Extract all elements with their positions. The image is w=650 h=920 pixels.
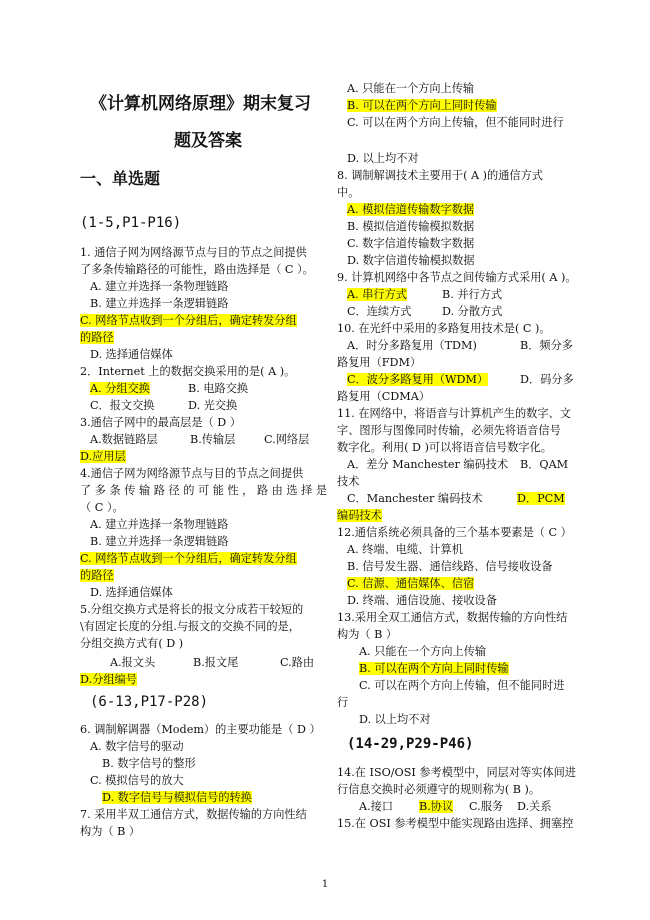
highlighted-answer: 的路径 bbox=[80, 569, 114, 582]
text-line: C. 可以在两个方向上传输，但不能同时进行 bbox=[347, 116, 564, 129]
text-line bbox=[517, 490, 565, 507]
text-line bbox=[80, 329, 114, 346]
highlighted-answer: D．PCM bbox=[517, 492, 565, 505]
text-line: 4.通信子网为网络源节点与目的节点之间提供 bbox=[80, 467, 304, 480]
text-line: 技术 bbox=[337, 475, 360, 488]
text-line bbox=[102, 789, 252, 806]
text-line: C.网络层 bbox=[264, 433, 310, 446]
text-line: B．频分多 bbox=[520, 339, 573, 352]
text-line: A.报文头 bbox=[110, 656, 156, 669]
text-line: 行信息交换时必须遵守的规则称为( B )。 bbox=[337, 783, 541, 796]
text-line: B. 信号发生器、通信线路、信号接收设备 bbox=[347, 560, 553, 573]
text-line bbox=[347, 97, 497, 114]
text-line: A. 只能在一个方向上传输 bbox=[347, 82, 475, 95]
text-line: B．QAM bbox=[520, 458, 569, 471]
highlighted-answer: D.分组编号 bbox=[80, 673, 137, 686]
text-line: A. 终端、电缆、计算机 bbox=[347, 543, 463, 556]
text-line: 10. 在光纤中采用的多路复用技术是( C )。 bbox=[337, 322, 551, 335]
text-line bbox=[347, 371, 488, 388]
text-line: 15.在 OSI 参考模型中能实现路由选择、拥塞控 bbox=[337, 817, 574, 830]
text-line: D．码分多 bbox=[520, 373, 574, 386]
text-line: 行 bbox=[337, 696, 349, 709]
text-line: 12.通信系统必须具备的三个基本要素是（ C ） bbox=[337, 526, 572, 539]
text-line: D. 以上均不对 bbox=[359, 713, 431, 726]
text-line: C．连续方式 bbox=[347, 305, 412, 318]
text-line: 2．Internet 上的数据交换采用的是( A )。 bbox=[80, 365, 296, 378]
highlighted-answer: D.应用层 bbox=[80, 450, 126, 463]
text-line: 1. 通信子网为网络源节点与目的节点之间提供 bbox=[80, 246, 307, 259]
highlighted-answer: D. 数字信号与模拟信号的转换 bbox=[102, 791, 252, 804]
text-line: C.路由 bbox=[280, 656, 315, 669]
highlighted-answer: A. 串行方式 bbox=[347, 288, 407, 301]
text-line: （ C ）。 bbox=[80, 501, 124, 514]
text-line bbox=[347, 575, 474, 592]
text-line bbox=[337, 507, 382, 524]
text-line: B. 建立并选择一条逻辑链路 bbox=[90, 535, 229, 548]
text-line: B.报文尾 bbox=[193, 656, 239, 669]
text-line: B. 数字信号的整形 bbox=[102, 757, 196, 770]
text-line bbox=[80, 448, 126, 465]
text-line: D. 选择通信媒体 bbox=[90, 348, 173, 361]
text-line: D. 选择通信媒体 bbox=[90, 586, 173, 599]
text-line: 14.在 ISO/OSI 参考模型中，同层对等实体间进 bbox=[337, 766, 576, 779]
text-line: 8. 调制解调技术主要用于( A )的通信方式 bbox=[337, 169, 543, 182]
text-line: 9. 计算机网络中各节点之间传输方式采用( A )。 bbox=[337, 271, 577, 284]
text-line: A．时分多路复用（TDM) bbox=[347, 339, 477, 352]
text-line: \有固定长度的分组.与报文的交换不同的是， bbox=[80, 620, 300, 633]
text-line: C. 可以在两个方向上传输，但不能同时进 bbox=[359, 679, 565, 692]
highlighted-answer: B. 可以在两个方向上同时传输 bbox=[359, 662, 509, 675]
highlighted-answer: B.协议 bbox=[419, 800, 454, 813]
highlighted-answer: B. 可以在两个方向上同时传输 bbox=[347, 99, 497, 112]
text-line: 7. 采用半双工通信方式，数据传输的方向性结 bbox=[80, 808, 307, 821]
text-line: B.传输层 bbox=[190, 433, 236, 446]
text-line: D.关系 bbox=[517, 800, 552, 813]
text-line: A. 建立并选择一条物理链路 bbox=[90, 518, 229, 531]
text-line bbox=[359, 660, 509, 677]
text-line: D. 终端、通信设施、接收设备 bbox=[347, 594, 497, 607]
text-line: A.数据链路层 bbox=[90, 433, 158, 446]
page-number: 1 bbox=[321, 879, 329, 890]
document-title-line-1: 《计算机网络原理》期末复习 bbox=[90, 94, 311, 114]
text-line bbox=[80, 567, 114, 584]
highlighted-answer: C. 信源、通信媒体、信宿 bbox=[347, 577, 475, 590]
text-line: 分组交换方式有( D ) bbox=[80, 637, 184, 650]
highlighted-answer: A. 模拟信道传输数字数据 bbox=[347, 203, 475, 216]
text-line: C．报文交换 bbox=[90, 399, 155, 412]
text-line: A. 数字信号的驱动 bbox=[90, 740, 184, 753]
text-line bbox=[80, 312, 297, 329]
highlighted-answer: 编码技术 bbox=[337, 509, 382, 522]
text-line: D. 分散方式 bbox=[442, 305, 503, 318]
text-line: 构为（ B ） bbox=[80, 825, 141, 838]
text-line: 了多条传输路径的可能性，路由选择是（ C ）。 bbox=[80, 263, 314, 276]
text-line: 6. 调制解调器（Modem）的主要功能是（ D ） bbox=[80, 723, 321, 736]
text-line: 数字化。利用( D )可以将语音信号数字化。 bbox=[337, 441, 552, 454]
text-line: 构为（ B ） bbox=[337, 628, 398, 641]
text-line: C. 模拟信号的放大 bbox=[90, 774, 184, 787]
text-line: 路复用（FDM） bbox=[337, 356, 422, 369]
text-line: B. 模拟信道传输模拟数据 bbox=[347, 220, 475, 233]
text-line: A．差分 Manchester 编码技术 bbox=[347, 458, 509, 471]
text-line: C. 数字信道传输数字数据 bbox=[347, 237, 475, 250]
text-line: 11. 在网络中，将语音与计算机产生的数字、文 bbox=[337, 407, 571, 420]
text-line: D. 光交换 bbox=[188, 399, 238, 412]
text-line: 5.分组交换方式是将长的报文分成若干较短的 bbox=[80, 603, 304, 616]
text-line: B. 并行方式 bbox=[442, 288, 503, 301]
highlighted-answer: C．波分多路复用（WDM） bbox=[347, 373, 489, 386]
text-line: 了 多 条 传 输 路 径 的 可 能 性 ， 路 由 选 择 是 bbox=[80, 484, 328, 497]
text-line: B. 建立并选择一条逻辑链路 bbox=[90, 297, 229, 310]
text-line: A. 建立并选择一条物理链路 bbox=[90, 280, 229, 293]
highlighted-answer: A. 分组交换 bbox=[90, 382, 150, 395]
document-title-line-2: 题及答案 bbox=[174, 131, 242, 151]
text-line bbox=[80, 550, 297, 567]
text-line: 字、图形与图像同时传输，必须先将语音信号 bbox=[337, 424, 561, 437]
highlighted-answer: 的路径 bbox=[80, 331, 114, 344]
text-line bbox=[419, 798, 453, 815]
text-line: 3.通信子网中的最高层是（ D ） bbox=[80, 416, 242, 429]
text-line: D. 以上均不对 bbox=[347, 152, 419, 165]
text-line: 路复用（CDMA） bbox=[337, 390, 431, 403]
highlighted-answer: C. 网络节点收到一个分组后，确定转发分组 bbox=[80, 552, 297, 565]
text-line bbox=[347, 286, 407, 303]
text-line: 中。 bbox=[337, 186, 360, 199]
text-line bbox=[347, 201, 474, 218]
text-line bbox=[80, 671, 137, 688]
section-heading: 一、单选题 bbox=[80, 169, 161, 188]
chapter-range-heading: (1-5,P1-P16) bbox=[80, 215, 182, 231]
text-line: C．Manchester 编码技术 bbox=[347, 492, 483, 505]
text-line bbox=[90, 380, 150, 397]
text-line: A.接口 bbox=[359, 800, 394, 813]
text-line: D. 数字信道传输模拟数据 bbox=[347, 254, 475, 267]
highlighted-answer: C. 网络节点收到一个分组后，确定转发分组 bbox=[80, 314, 297, 327]
text-line: B. 电路交换 bbox=[188, 382, 249, 395]
text-line: C.服务 bbox=[469, 800, 504, 813]
text-line: 13.采用全双工通信方式，数据传输的方向性结 bbox=[337, 611, 568, 624]
chapter-range-heading: (6-13,P17-P28) bbox=[90, 694, 209, 710]
chapter-range-heading: (14-29,P29-P46) bbox=[347, 736, 474, 752]
text-line: A. 只能在一个方向上传输 bbox=[359, 645, 487, 658]
